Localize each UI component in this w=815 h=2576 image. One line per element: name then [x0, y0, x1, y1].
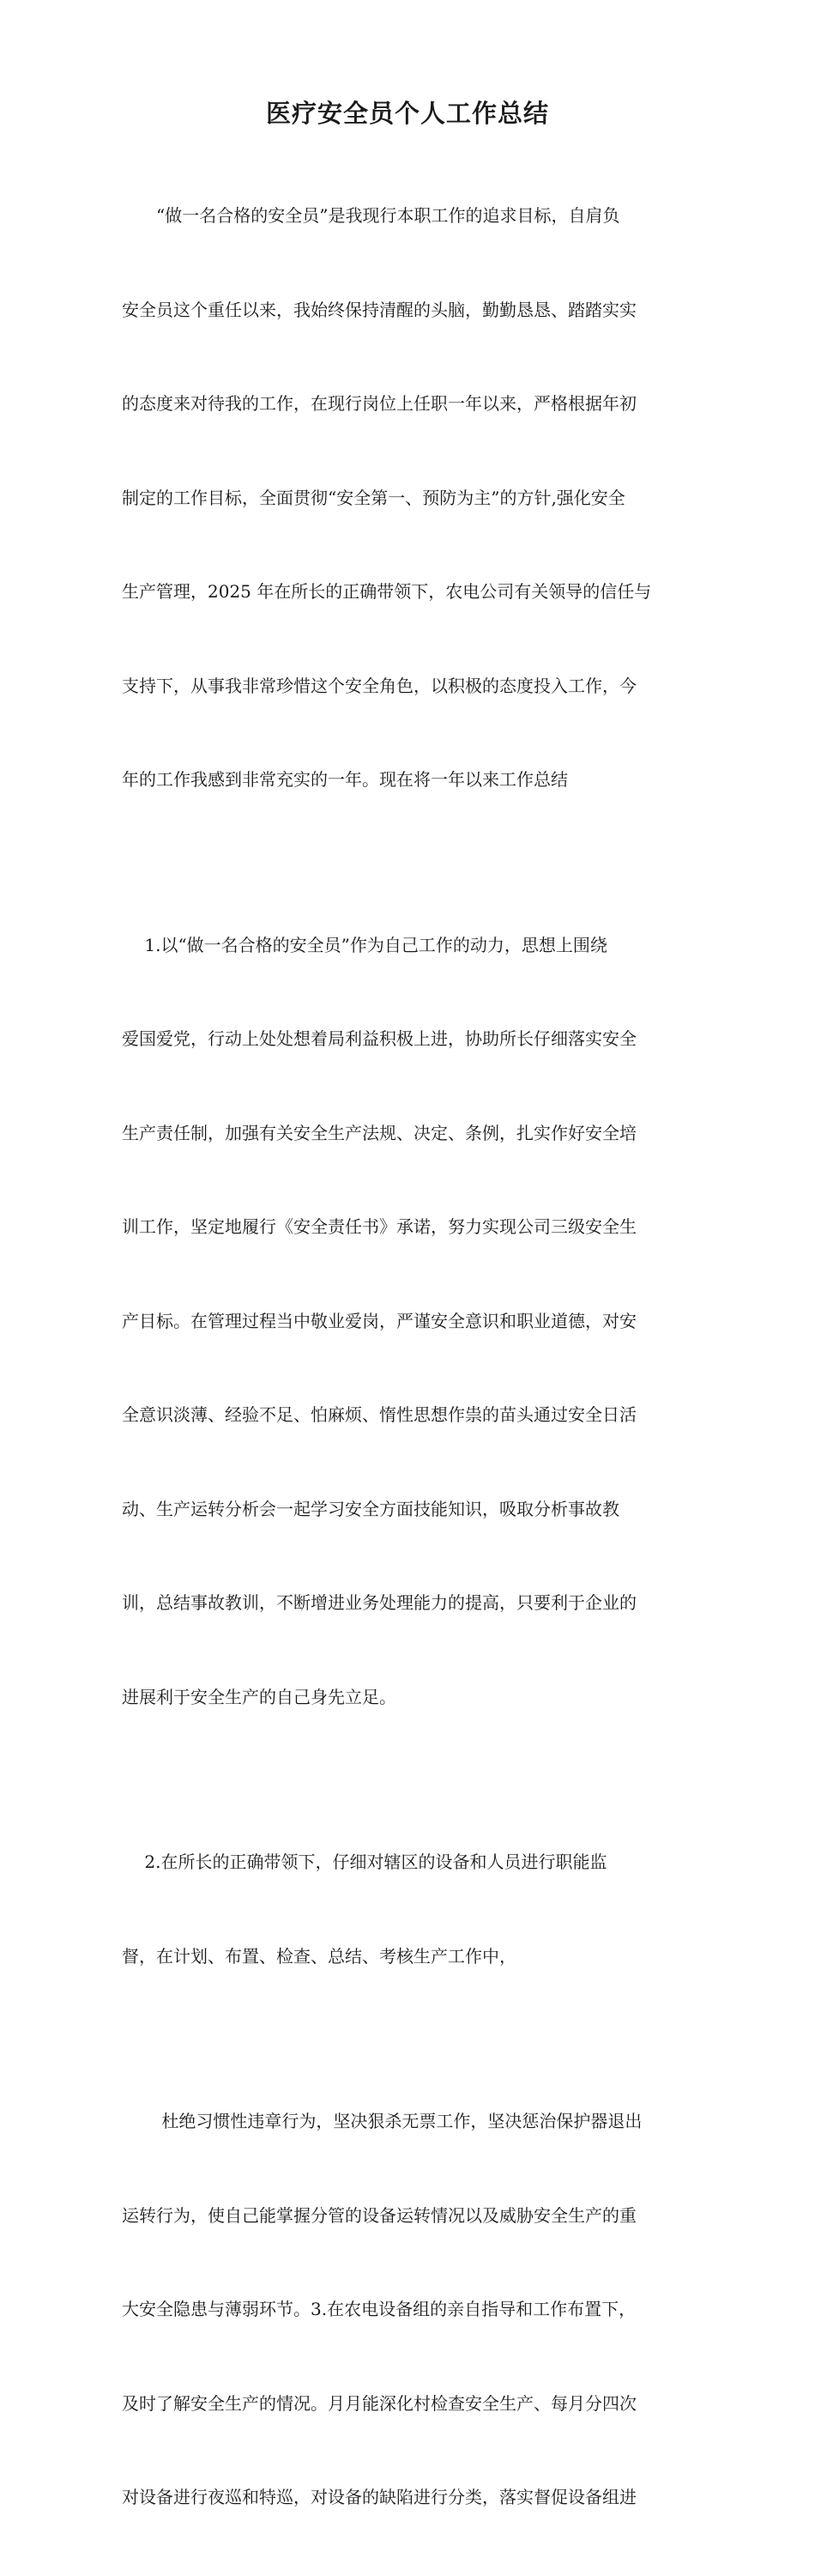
text-line: 杜绝习惯性违章行为，坚决狠杀无票工作，坚决惩治保护器退出 — [122, 2111, 643, 2131]
text-line: 训工作，坚定地履行《安全责任书》承诺，努力实现公司三级安全生 — [122, 1216, 637, 1237]
text-line: 生产管理，2025 年在所长的正确带领下，农电公司有关领导的信任与 — [122, 581, 652, 602]
text-line: “做一名合格的安全员”是我现行本职工作的追求目标，自肩负 — [122, 205, 620, 226]
paragraph-continuation — [122, 2043, 693, 2576]
text-line: 的态度来对待我的工作，在现行岗位上任职一年以来，严格根据年初 — [122, 393, 637, 414]
paragraph-intro — [122, 137, 693, 858]
paragraph-item-1 — [122, 867, 693, 1776]
text-line: 年的工作我感到非常充实的一年。现在将一年以来工作总结 — [122, 769, 568, 790]
text-line: 动、生产运转分析会一起学习安全方面技能知识，吸取分析事故教 — [122, 1498, 619, 1519]
paragraph-item-2 — [122, 1784, 693, 2034]
document-page — [122, 94, 693, 2576]
text-line: 对设备进行夜巡和特巡，对设备的缺陷进行分类，落实督促设备组进 — [122, 2487, 637, 2507]
text-line: 全意识淡薄、经验不足、怕麻烦、惰性思想作祟的苗头通过安全日活 — [122, 1404, 637, 1425]
text-line: 大安全隐患与薄弱环节。3.在农电设备组的亲自指导和工作布置下， — [122, 2299, 637, 2319]
text-line: 2.在所长的正确带领下，仔细对辖区的设备和人员进行职能监 — [122, 1852, 607, 1872]
text-line: 生产责任制，加强有关安全生产法规、决定、条例，扎实作好安全培 — [122, 1122, 637, 1143]
text-line: 1.以“做一名合格的安全员”作为自己工作的动力，思想上围绕 — [122, 934, 607, 955]
text-line: 及时了解安全生产的情况。月月能深化村检查安全生产、每月分四次 — [122, 2392, 637, 2414]
text-line: 进展利于安全生产的自己身先立足。 — [122, 1686, 396, 1707]
text-line: 爱国爱党，行动上处处想着局利益积极上进，协助所长仔细落实安全 — [122, 1028, 637, 1049]
text-line: 产目标。在管理过程当中敬业爱岗，严谨安全意识和职业道德，对安 — [122, 1310, 637, 1331]
text-line: 督，在计划、布置、检查、总结、考核生产工作中， — [122, 1945, 516, 1967]
document-title: 医疗安全员个人工作总结 — [265, 99, 549, 128]
text-line: 制定的工作目标，全面贯彻“安全第一、预防为主”的方针,强化安全 — [122, 487, 625, 508]
text-line: 支持下，从事我非常珍惜这个安全角色，以积极的态度投入工作，今 — [122, 675, 637, 696]
text-line: 安全员这个重任以来，我始终保持清醒的头脑，勤勤恳恳、踏踏实实 — [122, 299, 637, 320]
text-line: 训，总结事故教训，不断增进业务处理能力的提高，只要利于企业的 — [122, 1592, 637, 1613]
text-line: 运转行为，使自己能掌握分管的设备运转情况以及威胁安全生产的重 — [122, 2204, 637, 2226]
